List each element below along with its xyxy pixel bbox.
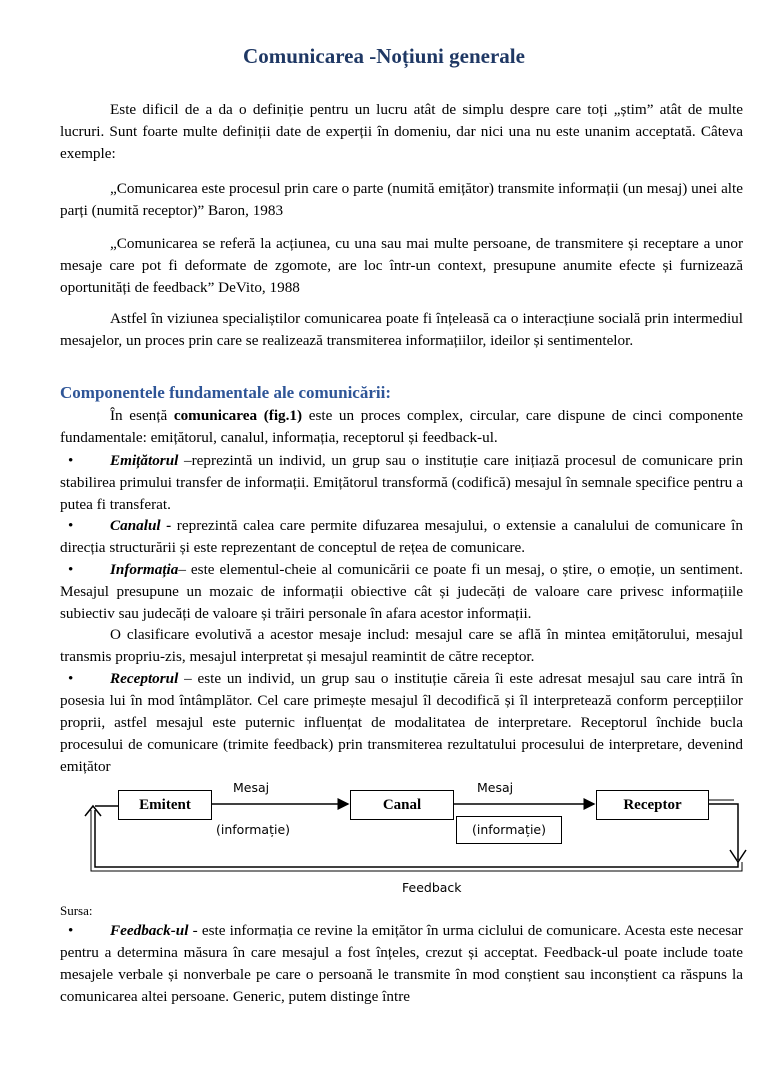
intro-paragraph-4: Astfel în viziunea specialiștilor comunicarea poate fi înțeleasă ca o interacțiune socială prin intermediul mesajelor, un proces prin care se realizează transmiterea informațiilor, ideilor și sentimentelor.: [60, 310, 743, 349]
arrow-receptor-down: [708, 804, 738, 860]
comunicarea-bold: comunicarea (fig.1): [173, 407, 303, 424]
clasificare-paragraph: O clasificare evolutivă a acestor mesaje includ: mesajul care se află în mintea emițătorului, mesajul transmis propriu-zis, mesajul interpretat și mesajul reamintit de către receptor.: [60, 626, 743, 665]
source-label: Sursa:: [60, 903, 93, 918]
feedback-label: Feedback: [402, 880, 462, 895]
quote-devito: „Comunicarea se referă la acțiunea, cu una sau mai multe persoane, de transmitere și receptare a unor mesaje care pot fi deformate de zgomote, are loc într-un context, presupune anumite efecte și furnizează oportunități de feedback” DeVito, 1988: [60, 235, 743, 296]
mesaj-label-2: Mesaj: [477, 780, 514, 795]
bullet-dot: •: [68, 922, 74, 939]
intro-paragraph-1: Este dificil de a da o definiție pentru un lucru atât de simplu despre care toți „știm” atât de multe lucruri. Sunt foarte multe definiții date de experții în domeniu, dar nici una nu este unanim acceptată. Câteva exemple:: [60, 101, 743, 162]
bullet-canal: • Canalul - reprezintă calea care permite difuzarea mesajului, o extensie a canalului de comunicare în direcția structurării și este reprezentant de conceptul de rețea de comunicare.: [60, 517, 743, 556]
term-emitator: Emițătorul: [110, 452, 179, 469]
bullet-receptor: • Receptorul – este un individ, un grup sau o instituție căreia îi este adresat mesajul sau care intră în posesia lui în mod întâmplător. Cel care primește mesajul îl decodifică și îl interpretează conform percepțiilor proprii, astfel mesajul este puternic influențat de modalitatea de interpretare. Receptorul închide bucla procesului de comunicare (trimite feedback) prin transmiterea rezultatului procesului de interpretare, devenind emițător: [60, 670, 743, 775]
bullet-dot: •: [68, 670, 74, 687]
page-title: Comunicarea -Noțiuni generale: [243, 44, 525, 68]
bullet-dot: •: [68, 517, 74, 534]
components-lead: În esență comunicarea (fig.1) este un proces complex, circular, care dispune de cinci componente fundamentale: emițătorul, canalul, informația, receptorul și feedback-ul.: [60, 407, 743, 446]
informatie-label-1: (informație): [216, 822, 291, 837]
informatie-label-2: (informație): [456, 816, 562, 844]
bullet-feedback: • Feedback-ul - este informația ce revine la emițător în urma ciclului de comunicare. Acesta este necesar pentru a determina măsura în care mesajul a fost înțeles, crezut și acceptat. Feedback-ul poate include toate mesajele verbale și nonverbale pe care o persoană le transmite în mod conștient sau inconștient ca răspuns la comunicarea altei persoane. Generic, putem distinge între: [60, 922, 743, 1005]
bullet-emitator: • Emițătorul –reprezintă un individ, un grup sau o instituție care inițiază procesul de comunicare prin stabilirea primului transfer de informații. Emițătorul transformă (codifică) mesajul în semnale specifice pentru a putea fi transferat.: [60, 452, 743, 513]
term-informatia: Informația: [110, 561, 179, 578]
bullet-informatia: • Informația– este elementul-cheie al comunicării ce poate fi un mesaj, o știre, o emoție, un sentiment. Mesajul presupune un mozaic de informații obiective cât și judecăți de valoare care privesc informațiile subiectiv sau judecăți de valoare și trăiri personale în afara acestor informații.: [60, 561, 743, 622]
term-feedback: Feedback-ul: [110, 922, 189, 939]
emitent-box: Emitent: [118, 790, 212, 820]
term-receptor: Receptorul: [110, 670, 179, 687]
bullet-dot: •: [68, 452, 74, 469]
mesaj-label-1: Mesaj: [233, 780, 270, 795]
communication-diagram: [0, 770, 768, 900]
section-heading: Componentele fundamentale ale comunicării:: [60, 383, 391, 402]
quote-baron: „Comunicarea este procesul prin care o parte (numită emițător) transmite informații (un mesaj) unei alte parți (numită receptor)” Baron, 1983: [60, 180, 743, 219]
bullet-dot: •: [68, 561, 74, 578]
arrowhead-up: [85, 806, 101, 816]
receptor-box: Receptor: [596, 790, 709, 820]
term-canal: Canalul -: [110, 517, 172, 534]
canal-box: Canal: [350, 790, 454, 820]
